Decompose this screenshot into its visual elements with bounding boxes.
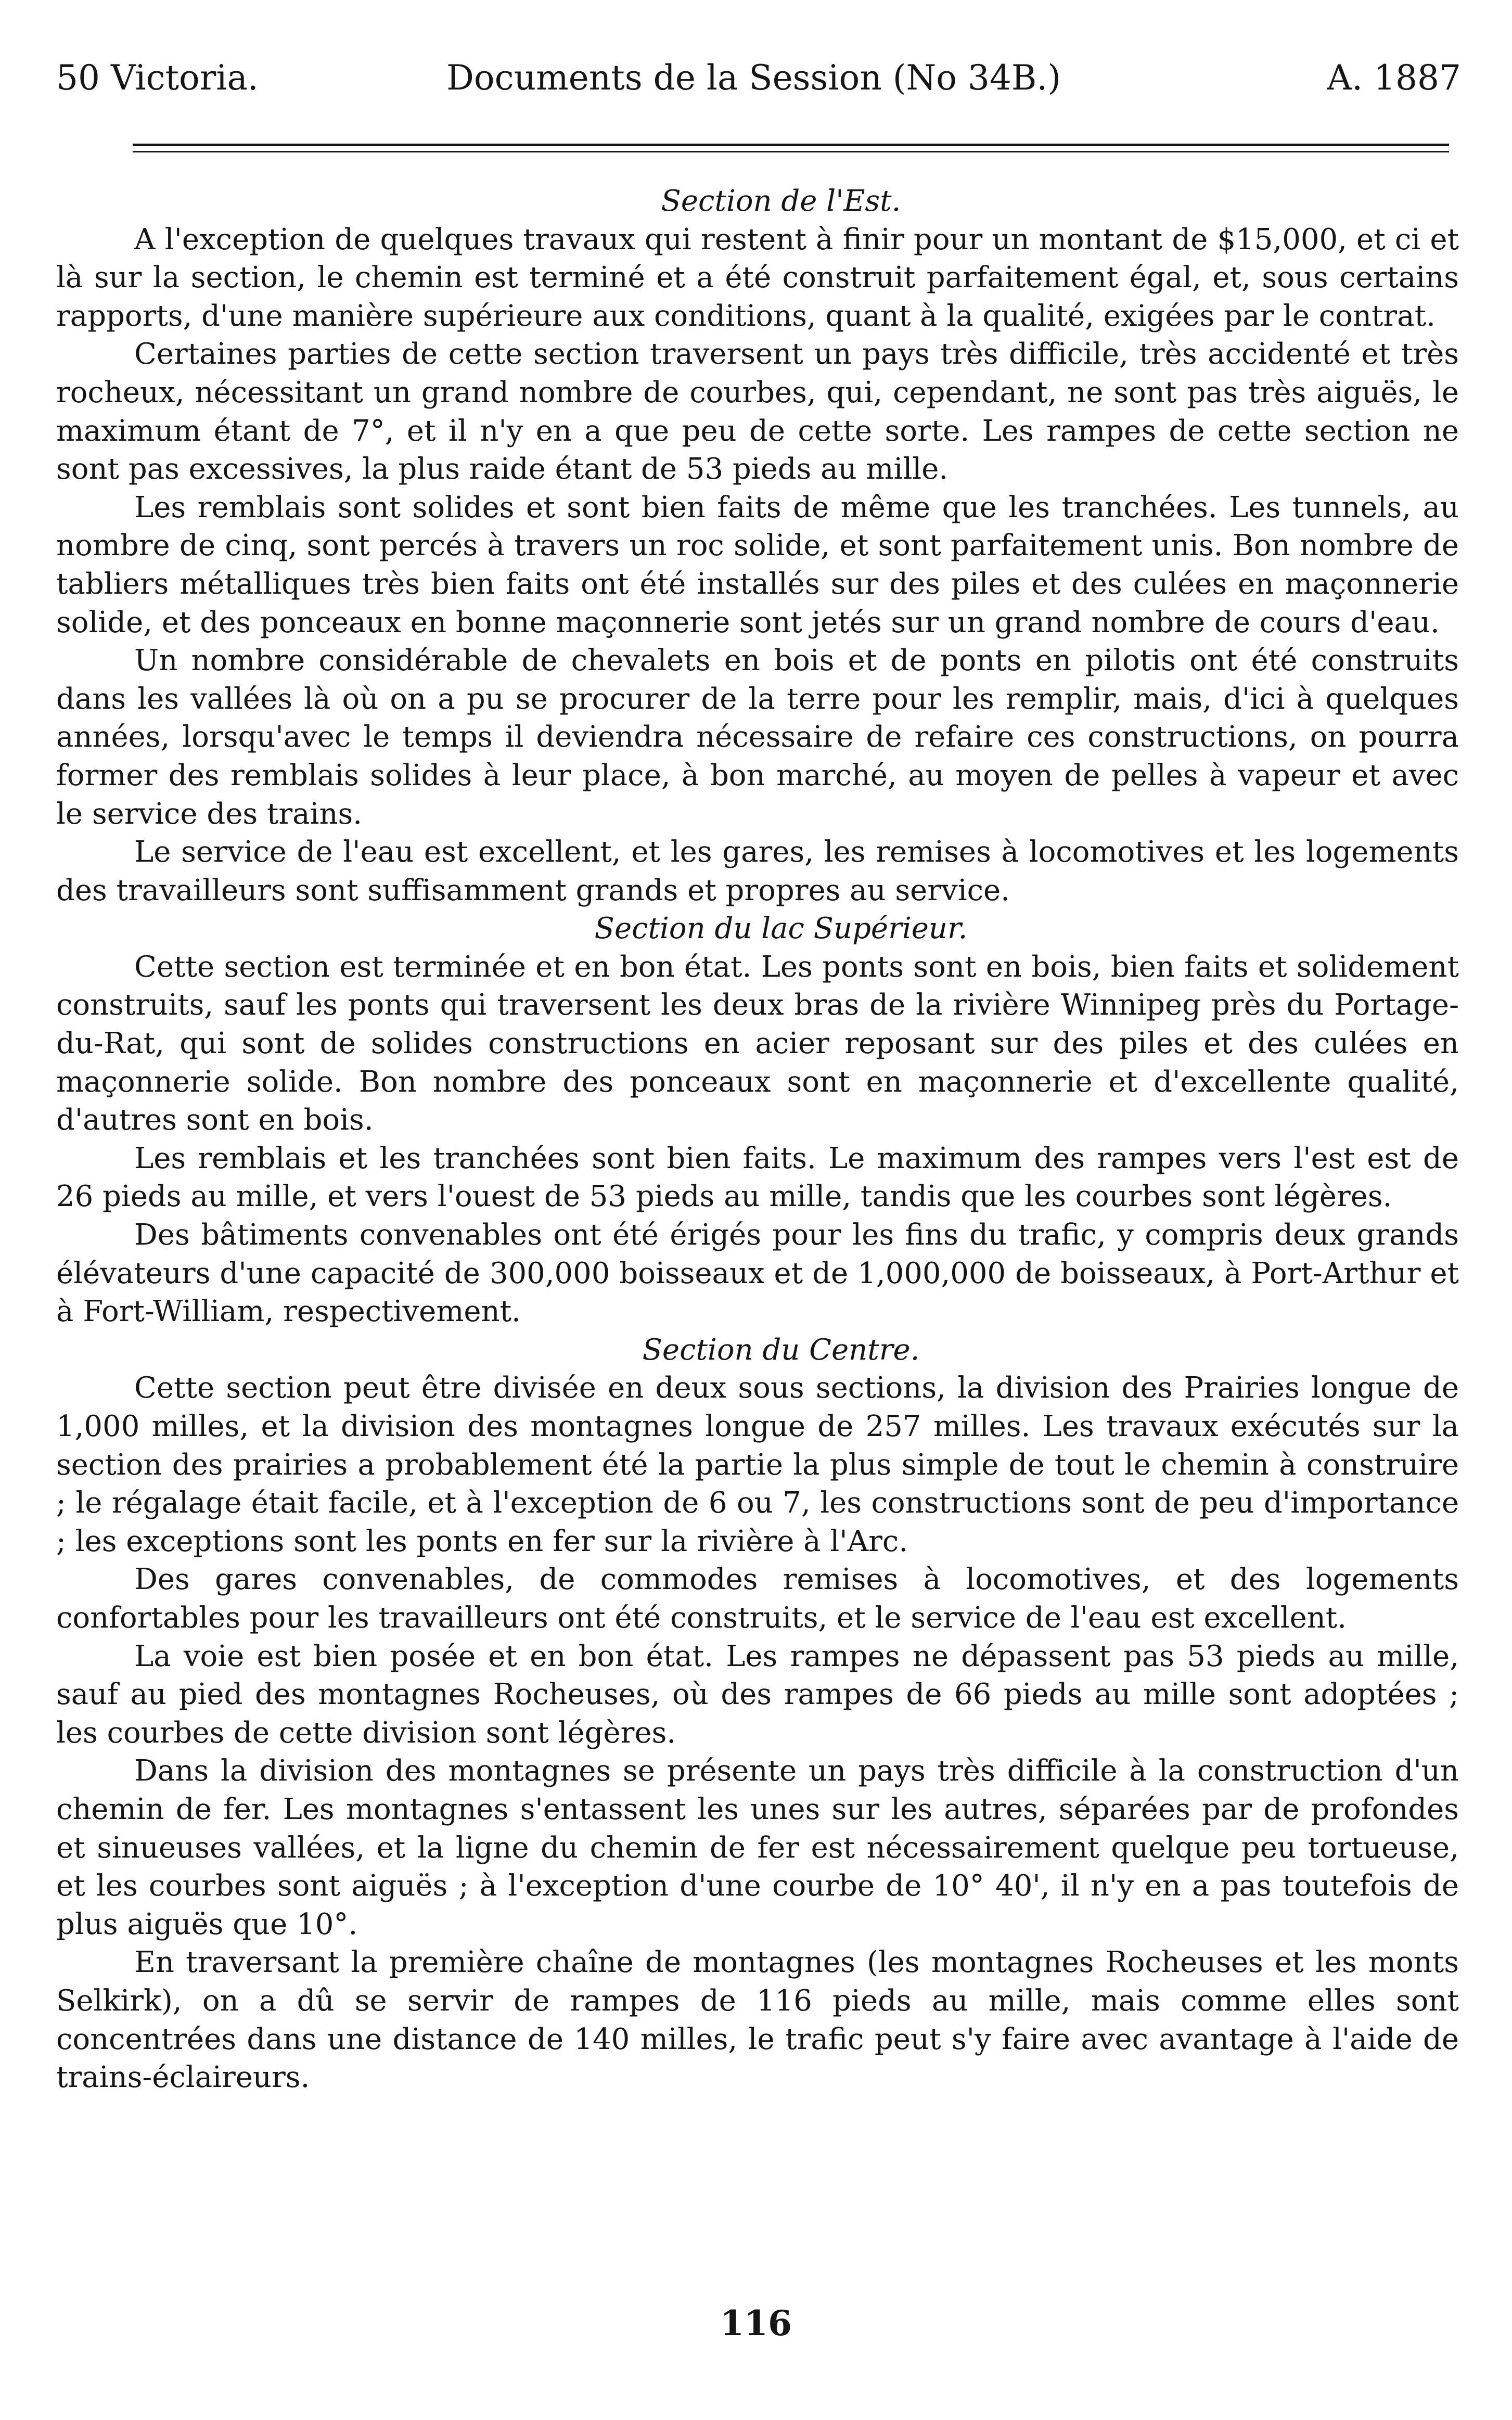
paragraph: Les remblais et les tranchées sont bien faits. Le maximum des rampes vers l'est est de 26 pieds au mille, et vers l'ouest de 53 pieds au mille, tandis que les courbes sont légères. (56, 1141, 1459, 1214)
page-body (56, 182, 1459, 2097)
paragraph: Cette section est terminée et en bon état. Les ponts sont en bois, bien faits et solidement construits, sauf les ponts qui traversent les deux bras de la rivière Winnipeg près du Portage-du-Rat, qui sont de solides constructions en acier reposant sur des piles et des culées en maçonnerie solide. Bon nombre des ponceaux sont en maçonnerie et d'excellente qualité, d'autres sont en bois. (56, 950, 1459, 1137)
page-number: 116 (720, 2303, 792, 2344)
header-regnal-year: 50 Victoria. (56, 58, 259, 98)
section-heading-lac-superieur: Section du lac Supérieur. (594, 912, 968, 946)
paragraph: Des bâtiments convenables ont été érigés pour les fins du trafic, y compris deux grands élévateurs d'une capacité de 300,000 boisseaux et de 1,000,000 de boisseaux, à Port-Arthur et à Fort-William, respectivement. (56, 1218, 1459, 1329)
paragraph: Cette section peut être divisée en deux sous sections, la division des Prairies longue de 1,000 milles, et la division des montagnes longue de 257 milles. Les travaux exécutés sur la section des prairies a probablement été la partie la plus simple de tout le chemin à construire ; le régalage était facile, et à l'exception de 6 ou 7, les constructions sont de peu d'importance ; les exceptions sont les ponts en fer sur la rivière à l'Arc. (56, 1371, 1459, 1558)
section-heading-centre: Section du Centre. (642, 1333, 920, 1367)
paragraph: Certaines parties de cette section traversent un pays très difficile, très accidenté et très rocheux, nécessitant un grand nombre de courbes, qui, cependant, ne sont pas très aiguës, le maximum étant de 7°, et il n'y en a que peu de cette sorte. Les rampes de cette section ne sont pas excessives, la plus raide étant de 53 pieds au mille. (56, 337, 1459, 486)
paragraph: En traversant la première chaîne de montagnes (les montagnes Rocheuses et les monts Selkirk), on a dû se servir de rampes de 116 pieds au mille, mais comme elles sont concentrées dans une distance de 140 milles, le trafic peut s'y faire avec avantage à l'aide de trains-éclaireurs. (56, 1945, 1459, 2095)
section-heading-est: Section de l'Est. (661, 184, 901, 218)
header-year: A. 1887 (1327, 58, 1461, 98)
header-rule-thin (133, 151, 1449, 152)
paragraph: Dans la division des montagnes se présente un pays très difficile à la construction d'un chemin de fer. Les montagnes s'entassent les unes sur les autres, séparées par de profondes et sinueuses vallées, et la ligne du chemin de fer est nécessairement quelque peu tortueuse, et les courbes sont aiguës ; à l'exception d'une courbe de 10° 40', il n'y en a pas toutefois de plus aiguës que 10°. (56, 1754, 1459, 1941)
paragraph: Des gares convenables, de commodes remises à locomotives, et des logements confortables pour les travailleurs ont été construits, et le service de l'eau est excellent. (56, 1563, 1459, 1635)
header-rule-thick (133, 144, 1449, 146)
paragraph: Les remblais sont solides et sont bien faits de même que les tranchées. Les tunnels, au nombre de cinq, sont percés à travers un roc solide, et sont parfaitement unis. Bon nombre de tabliers métalliques très bien faits ont été installés sur des piles et des culées en maçonnerie solide, et des ponceaux en bonne maçonnerie sont jetés sur un grand nombre de cours d'eau. (56, 490, 1459, 639)
header-title: Documents de la Session (No 34B.) (446, 58, 1061, 98)
paragraph: La voie est bien posée et en bon état. Les rampes ne dépassent pas 53 pieds au mille, sauf au pied des montagnes Rocheuses, où des rampes de 66 pieds au mille sont adoptées ; les courbes de cette division sont légères. (56, 1639, 1459, 1750)
running-header (56, 49, 1461, 107)
paragraph: Le service de l'eau est excellent, et les gares, les remises à locomotives et les logements des travailleurs sont suffisamment grands et propres au service. (56, 835, 1459, 907)
paragraph: A l'exception de quelques travaux qui restent à finir pour un montant de $15,000, et ci et là sur la section, le chemin est terminé et a été construit parfaitement égal, et, sous certains rapports, d'une manière supérieure aux conditions, quant à la qualité, exigées par le contrat. (56, 222, 1459, 333)
paragraph: Un nombre considérable de chevalets en bois et de ponts en pilotis ont été construits dans les vallées là où on a pu se procurer de la terre pour les remplir, mais, d'ici à quelques années, lorsqu'avec le temps il deviendra nécessaire de refaire ces constructions, on pourra former des remblais solides à leur place, à bon marché, au moyen de pelles à vapeur et avec le service des trains. (56, 644, 1459, 831)
